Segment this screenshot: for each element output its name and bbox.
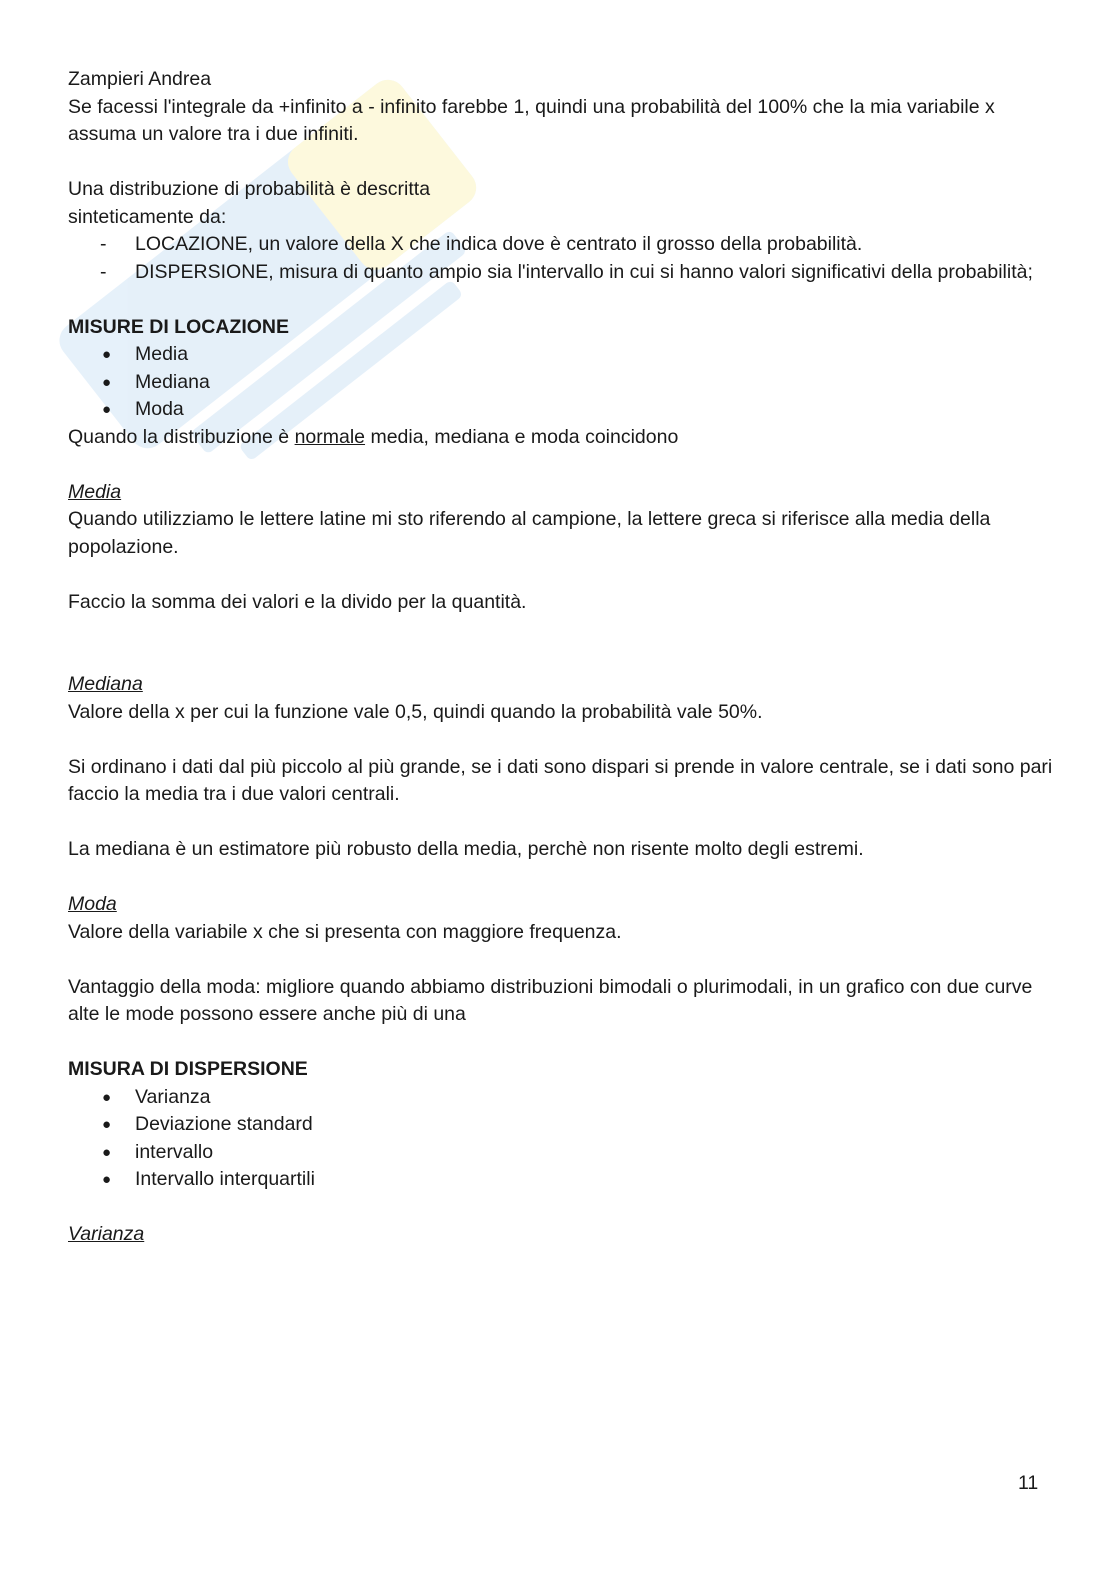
distribution-list — [68, 231, 1058, 286]
dispersion-list — [68, 1084, 1058, 1194]
list-item-text: Moda — [135, 398, 184, 420]
media-paragraph-2: Faccio la somma dei valori e la divido per la quantità. — [68, 590, 527, 613]
distribution-line-1: Una distribuzione di probabilità è descritta — [68, 178, 431, 200]
varianza-title: Varianza — [68, 1223, 145, 1245]
list-item-text: Varianza — [135, 1085, 211, 1108]
list-item-text: Deviazione standard — [135, 1113, 313, 1135]
distribution-line-2: sinteticamente da: — [68, 205, 227, 228]
list-item — [68, 396, 1058, 424]
intro-paragraph: Se facessi l'integrale da +infinito a - infinito farebbe 1, quindi una probabilità del 100% che la mia variabile x assuma un valore tra i due infiniti. — [68, 95, 995, 145]
moda-title: Moda — [68, 893, 117, 915]
list-item — [68, 1111, 1058, 1139]
bullet-icon: ● — [102, 1088, 112, 1106]
normal-distribution-note: Quando la distribuzione è normale media, mediana e moda coincidono — [68, 425, 679, 448]
normale-term: normale — [294, 425, 366, 448]
bullet-icon: ● — [102, 373, 112, 391]
bullet-icon: ● — [102, 401, 112, 418]
list-item — [68, 259, 1058, 287]
list-item-text: Intervallo interquartili — [135, 1168, 315, 1190]
list-item — [68, 1166, 1058, 1194]
bullet-icon: ● — [102, 346, 112, 363]
moda-paragraph-1: Valore della variabile x che si presenta con maggiore frequenza. — [68, 920, 622, 943]
list-item-text: Media — [135, 343, 189, 365]
bullet-icon: ● — [102, 1143, 112, 1161]
moda-paragraph-2: Vantaggio della moda: migliore quando abbiamo distribuzioni bimodali o plurimodali, in un grafico con due curve alte le mode possono essere anche più di una — [68, 975, 1033, 1025]
list-item — [68, 1139, 1058, 1167]
location-list — [68, 341, 1058, 424]
list-item-text: LOCAZIONE, un valore della X che indica dove è centrato il grosso della probabilità. — [135, 233, 863, 255]
document-body — [68, 66, 1058, 1249]
mediana-paragraph-1: Valore della x per cui la funzione vale 0,5, quindi quando la probabilità vale 50%. — [68, 700, 763, 723]
author-name: Zampieri Andrea — [68, 68, 212, 90]
list-item — [68, 369, 1058, 397]
mediana-paragraph-3: La mediana è un estimatore più robusto della media, perchè non risente molto degli estremi. — [68, 838, 864, 860]
dash-icon: - — [100, 260, 107, 283]
dash-icon: - — [100, 233, 107, 255]
bullet-icon: ● — [102, 1171, 112, 1188]
list-item-text: DISPERSIONE, misura di quanto ampio sia l'intervallo in cui si hanno valori significativi della probabilità; — [135, 260, 1033, 283]
list-item — [68, 341, 1058, 369]
list-item-text: Mediana — [135, 370, 210, 393]
mediana-paragraph-2: Si ordinano i dati dal più piccolo al più grande, se i dati sono dispari si prende in valore centrale, se i dati sono pari faccio la media tra i due valori centrali. — [68, 755, 1053, 805]
list-item — [68, 1084, 1058, 1112]
media-title: Media — [68, 480, 122, 503]
list-item — [68, 231, 1058, 259]
location-heading: MISURE DI LOCAZIONE — [68, 315, 290, 338]
dispersion-heading: MISURA DI DISPERSIONE — [68, 1058, 308, 1080]
bullet-icon: ● — [102, 1116, 112, 1133]
mediana-title: Mediana — [68, 673, 143, 695]
page-number: 11 — [1018, 1472, 1039, 1494]
media-paragraph-1: Quando utilizziamo le lettere latine mi sto riferendo al campione, la lettere greca si riferisce alla media della popolazione. — [68, 508, 991, 558]
list-item-text: intervallo — [135, 1140, 214, 1163]
